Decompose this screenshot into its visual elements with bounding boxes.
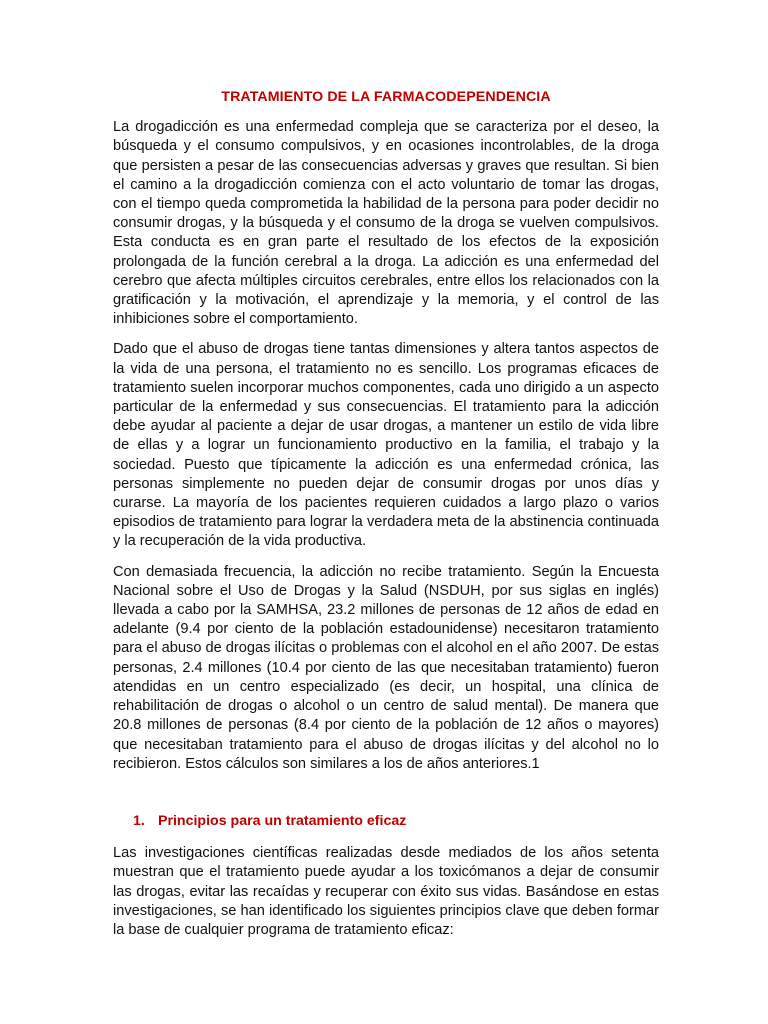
section-heading [133, 812, 659, 831]
document-page [113, 88, 659, 951]
paragraph-treatment: Dado que el abuso de drogas tiene tantas dimensiones y altera tantos aspectos de la vida de una persona, el tratamiento no es sencillo. Los programas eficaces de tratamiento suelen incorporar muchos componentes, cada uno dirigido a un aspecto particular de la enfermedad y sus consecuencias. El tratamiento para la adicción debe ayudar al paciente a dejar de usar drogas, a mantener un estilo de vida libre de ellas y a lograr un funcionamiento productivo en la familia, el trabajo y la sociedad. Puesto que típicamente la adicción es una enfermedad crónica, las personas simplemente no pueden dejar de consumir drogas por unos días y curarse. La mayoría de los pacientes requieren cuidados a largo plazo o varios episodios de tratamiento para lograr la verdadera meta de la abstinencia continuada y la recuperación de la vida productiva. [113, 341, 659, 550]
document-title: TRATAMIENTO DE LA FARMACODEPENDENCIA [221, 89, 551, 105]
section-number: 1. [133, 812, 145, 829]
section-heading-text: Principios para un tratamiento eficaz [158, 812, 407, 829]
paragraph-principles: Las investigaciones científicas realizadas desde mediados de los años setenta muestran que el tratamiento puede ayudar a los toxicómanos a dejar de consumir las drogas, evitar las recaídas y recuperar con éxito sus vidas. Basándose en estas investigaciones, se han identificado los siguientes principios clave que deben formar la base de cualquier programa de tratamiento eficaz: [113, 845, 659, 938]
paragraph-intro: La drogadicción es una enfermedad compleja que se caracteriza por el deseo, la búsqueda y el consumo compulsivos, y en ocasiones incontrolables, de la droga que persisten a pesar de las consecuencias adversas y graves que resultan. Si bien el camino a la drogadicción comienza con el acto voluntario de tomar las drogas, con el tiempo queda comprometida la habilidad de la persona para poder decidir no consumir drogas, y la búsqueda y el consumo de la droga se vuelven compulsivos. Esta conducta es en gran parte el resultado de los efectos de la exposición prolongada de la función cerebral a la droga. La adicción es una enfermedad del cerebro que afecta múltiples circuitos cerebrales, entre ellos los relacionados con la gratificación y la motivación, el aprendizaje y la memoria, y el control de las inhibiciones sobre el comportamiento. [113, 119, 659, 328]
paragraph-statistics: Con demasiada frecuencia, la adicción no recibe tratamiento. Según la Encuesta Nacional sobre el Uso de Drogas y la Salud (NSDUH, por sus siglas en inglés) llevada a cabo por la SAMHSA, 23.2 millones de personas de 12 años de edad en adelante (9.4 por ciento de la población estadounidense) necesitaron tratamiento para el abuso de drogas ilícitas o problemas con el alcohol en el año 2007. De estas personas, 2.4 millones (10.4 por ciento de las que necesitaban tratamiento) fueron atendidas en un centro especializado (es decir, un hospital, una clínica de rehabilitación de drogas o alcohol o un centro de salud mental). De manera que 20.8 millones de personas (8.4 por ciento de la población de 12 años o mayores) que necesitaban tratamiento para el abuso de drogas ilícitas y del alcohol no lo recibieron. Estos cálculos son similares a los de años anteriores.1 [113, 563, 659, 772]
